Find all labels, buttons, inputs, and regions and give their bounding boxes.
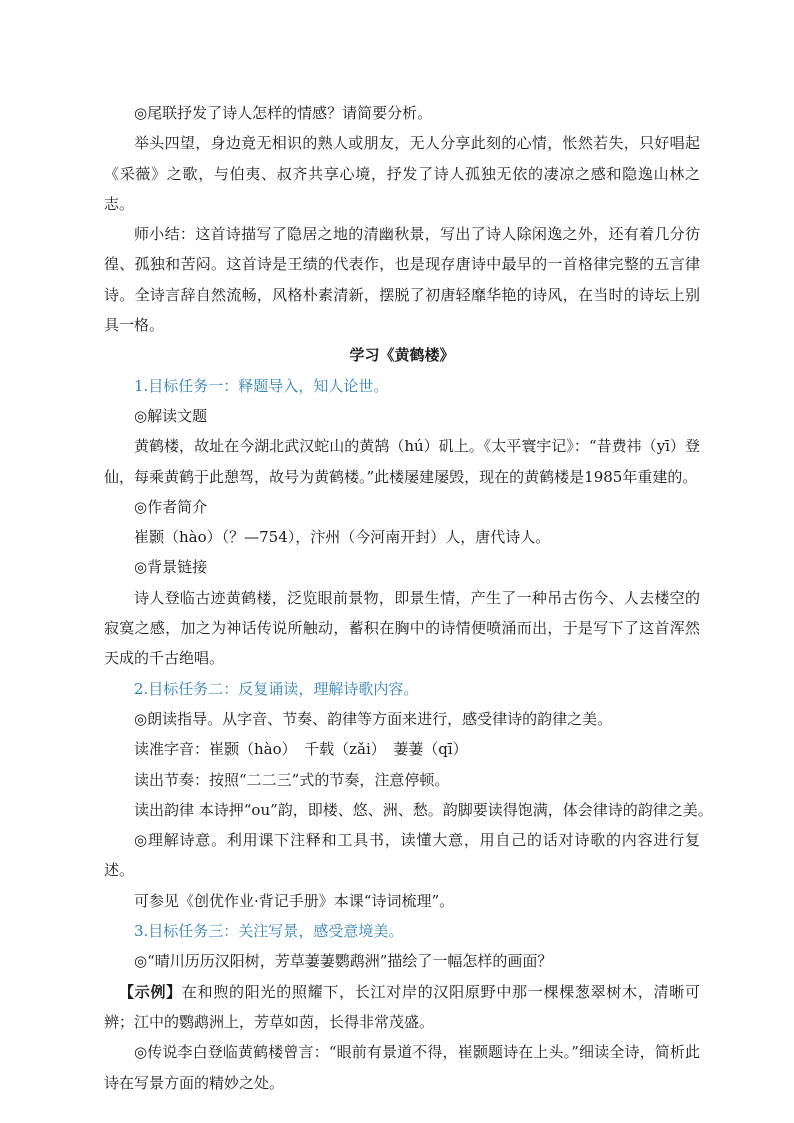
section-title: 学习《黄鹤楼》 bbox=[349, 346, 455, 365]
reference-note: 可参见《创优作业·背记手册》本课“诗词梳理”。 bbox=[134, 891, 455, 910]
rhyme-line: 读出韵律 本诗押“ou”韵，即楼、悠、洲、愁。韵脚要读得饱满，体会律诗的韵律之美。 bbox=[134, 800, 713, 819]
answer-weilian: 举头四望，身边竟无相识的熟人或朋友，无人分享此刻的心情，怅然若失，只好唱起《采薇》之歌，与伯夷、叔齐共享心境，抒发了诗人孤独无依的凄凉之感和隐逸山林之志。 bbox=[104, 134, 700, 213]
teacher-summary: 师小结：这首诗描写了隐居之地的清幽秋景，写出了诗人除闲逸之外，还有着几分彷徨、孤独和苦闷。这首诗是王绩的代表作，也是现存唐诗中最早的一首格律完整的五言律诗。全诗言辞自然流畅，风格朴素清新，摆脱了初唐轻靡华艳的诗风，在当时的诗坛上别具一格。 bbox=[104, 225, 700, 335]
title-interpretation-text: 黄鹤楼，故址在今湖北武汉蛇山的黄鹄（hú）矶上。《太平寰宇记》：“昔费祎（yī）登仙，每乘黄鹤于此憩驾，故号为黄鹤楼。”此楼屡建屡毁，现在的黄鹤楼是1985年重建的。 bbox=[104, 437, 700, 486]
task-one-heading: 1.目标任务一：释题导入，知人论世。 bbox=[134, 376, 389, 395]
task-two-heading: 2.目标任务二：反复诵读，理解诗歌内容。 bbox=[134, 679, 419, 698]
reading-guidance: ◎朗读指导。从字音、节奏、韵律等方面来进行，感受律诗的韵律之美。 bbox=[134, 709, 613, 728]
author-intro-label: ◎作者简介 bbox=[134, 497, 208, 516]
example-tag: 【示例】 bbox=[119, 982, 182, 1001]
question-qingchuan: ◎“晴川历历汉阳树，芳草萋萋鹦鹉洲”描绘了一幅怎样的画面？ bbox=[134, 952, 553, 971]
pronunciation-line: 读准字音：崔颢（hào） 千载（zǎi） 萋萋（qī） bbox=[134, 740, 468, 759]
task-three-heading: 3.目标任务三：关注写景，感受意境美。 bbox=[134, 922, 404, 941]
meaning-guidance: ◎理解诗意。利用课下注释和工具书，读懂大意，用自己的话对诗歌的内容进行复述。 bbox=[104, 831, 700, 880]
background-label: ◎背景链接 bbox=[134, 558, 208, 577]
rhythm-line: 读出节奏：按照“二二三”式的节奏，注意停顿。 bbox=[134, 770, 450, 789]
question-weilian: ◎尾联抒发了诗人怎样的情感？请简要分析。 bbox=[134, 104, 433, 122]
question-libai: ◎传说李白登临黄鹤楼曾言：“眼前有景道不得，崔颢题诗在上头。”细读全诗，简析此诗在写景方面的精妙之处。 bbox=[104, 1043, 700, 1092]
author-intro-text: 崔颢（hào）（？—754），汴州（今河南开封）人，唐代诗人。 bbox=[134, 528, 551, 547]
example-paragraph bbox=[104, 977, 700, 1038]
example-text: 在和煦的阳光的照耀下，长江对岸的汉阳原野中那一棵棵葱翠树木，清晰可辨；江中的鹦鹉洲上，芳草如茵，长得非常茂盛。 bbox=[104, 982, 700, 1031]
title-interpretation-label: ◎解读文题 bbox=[134, 406, 208, 425]
background-text: 诗人登临古迹黄鹤楼，泛览眼前景物，即景生情，产生了一种吊古伤今、人去楼空的寂寞之感，加之为神话传说所触动，蓄积在胸中的诗情便喷涌而出，于是写下了这首浑然天成的千古绝唱。 bbox=[104, 588, 700, 668]
